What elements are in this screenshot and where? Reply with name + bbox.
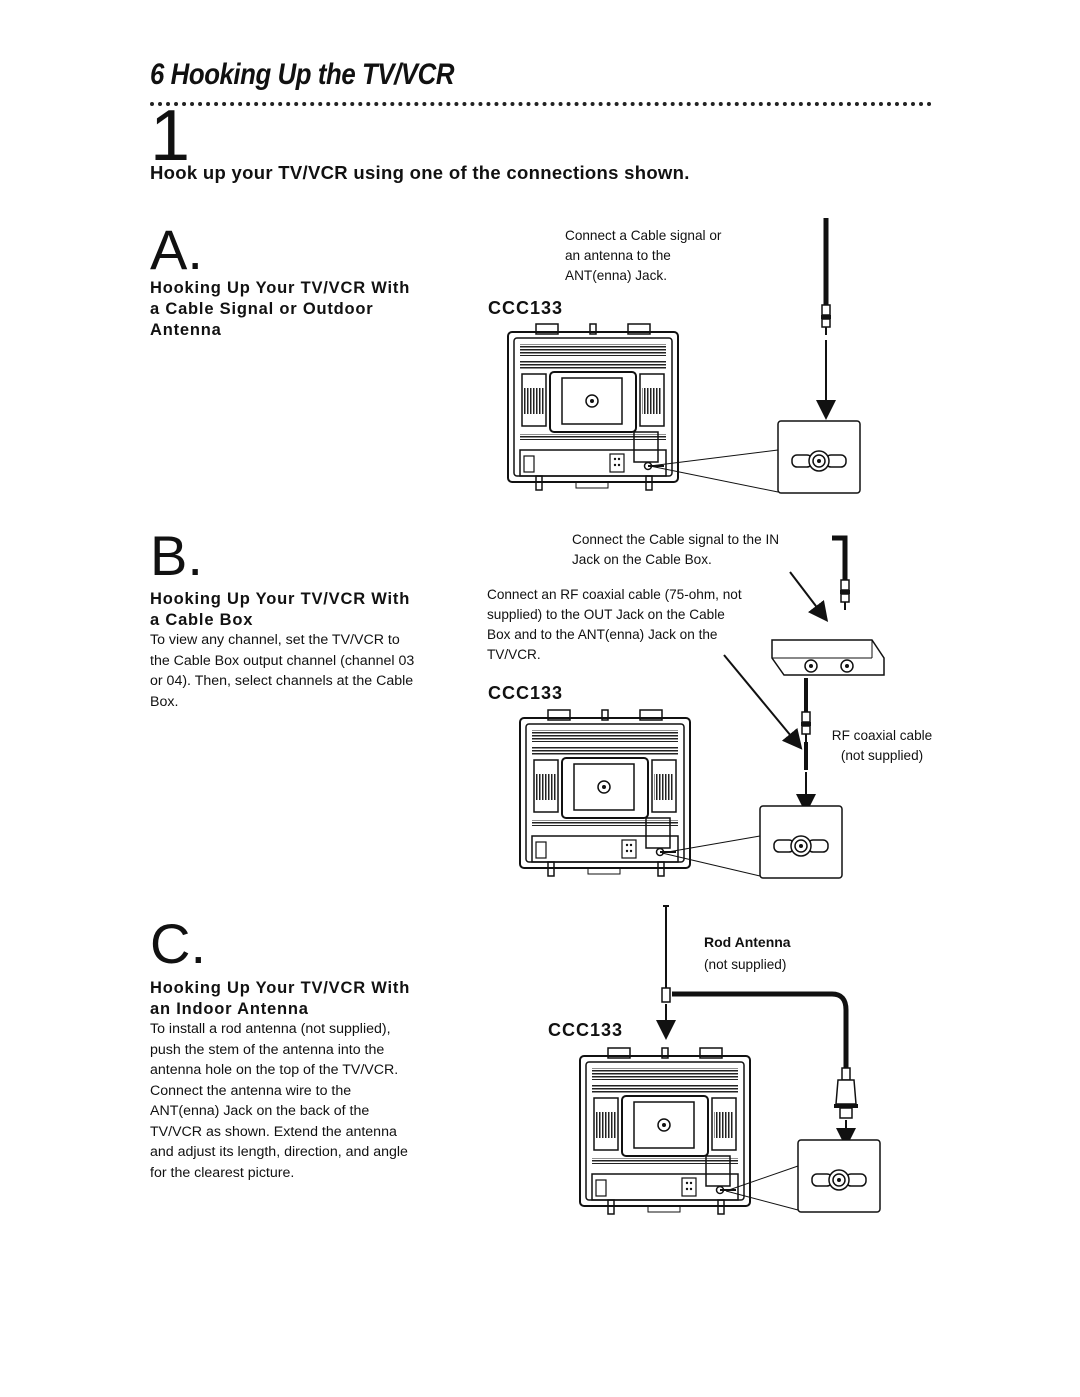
section-a-model: CCC133 [488, 298, 564, 318]
section-c-model: CCC133 [548, 1020, 624, 1040]
section-a-ant-box [778, 421, 860, 493]
section-a-plug [821, 305, 831, 335]
section-a-heading: Hooking Up Your TV/VCR With a Cable Signal or Outdoor Antenna [150, 279, 411, 339]
page-title: 6 Hooking Up the TV/VCR [150, 58, 455, 91]
section-c-ant-box [798, 1140, 880, 1212]
step-instruction: Hook up your TV/VCR using one of the connections shown. [150, 162, 690, 183]
section-b-tv-back-diagram [520, 710, 690, 876]
section-b-rf-cable-label: RF coaxial cable (not supplied) [831, 728, 933, 763]
section-b-incoming-cable [832, 538, 845, 580]
rod-antenna-sub: (not supplied) [704, 957, 787, 972]
section-b-note-cable: Connect the Cable signal to the IN Jack on the Cable Box. [572, 532, 780, 567]
section-c-heading: Hooking Up Your TV/VCR With an Indoor Antenna [150, 979, 411, 1018]
section-b-note-rf: Connect an RF coaxial cable (75-ohm, not supplied) to the OUT Jack on the Cable Box and to the ANT(enna) Jack on the TV/VCR. [487, 587, 742, 662]
section-a-note: Connect a Cable signal or an antenna to the ANT(enna) Jack. [565, 228, 722, 283]
section-a-tv-back-diagram [508, 324, 678, 490]
cable-box-diagram [772, 640, 884, 675]
section-b-model: CCC133 [488, 683, 564, 703]
section-c-letter: C. [150, 912, 206, 975]
step-number: 1 [150, 96, 191, 176]
section-b-letter: B. [150, 524, 203, 587]
section-b-ant-box [760, 806, 842, 878]
rod-antenna-label: Rod Antenna [704, 934, 791, 950]
section-a-letter: A. [150, 218, 203, 281]
section-c-body: To install a rod antenna (not supplied), push the stem of the antenna into the antenna hole on the top of the TV/VCR. Connect the antenna wire to the ANT(enna) Jack on the back of the TV/VCR as shown. Extend the antenna and adjust its length, direction, and angle for the clearest picture. [150, 1021, 408, 1181]
section-b-body: To view any channel, set the TV/VCR to the Cable Box output channel (channel 03 or 04). Then, select channels at the Cable Box. [150, 632, 415, 710]
rod-antenna-icon [662, 906, 670, 1030]
section-c-tv-back-diagram [580, 1048, 750, 1214]
section-b-heading: Hooking Up Your TV/VCR With a Cable Box [150, 590, 411, 629]
